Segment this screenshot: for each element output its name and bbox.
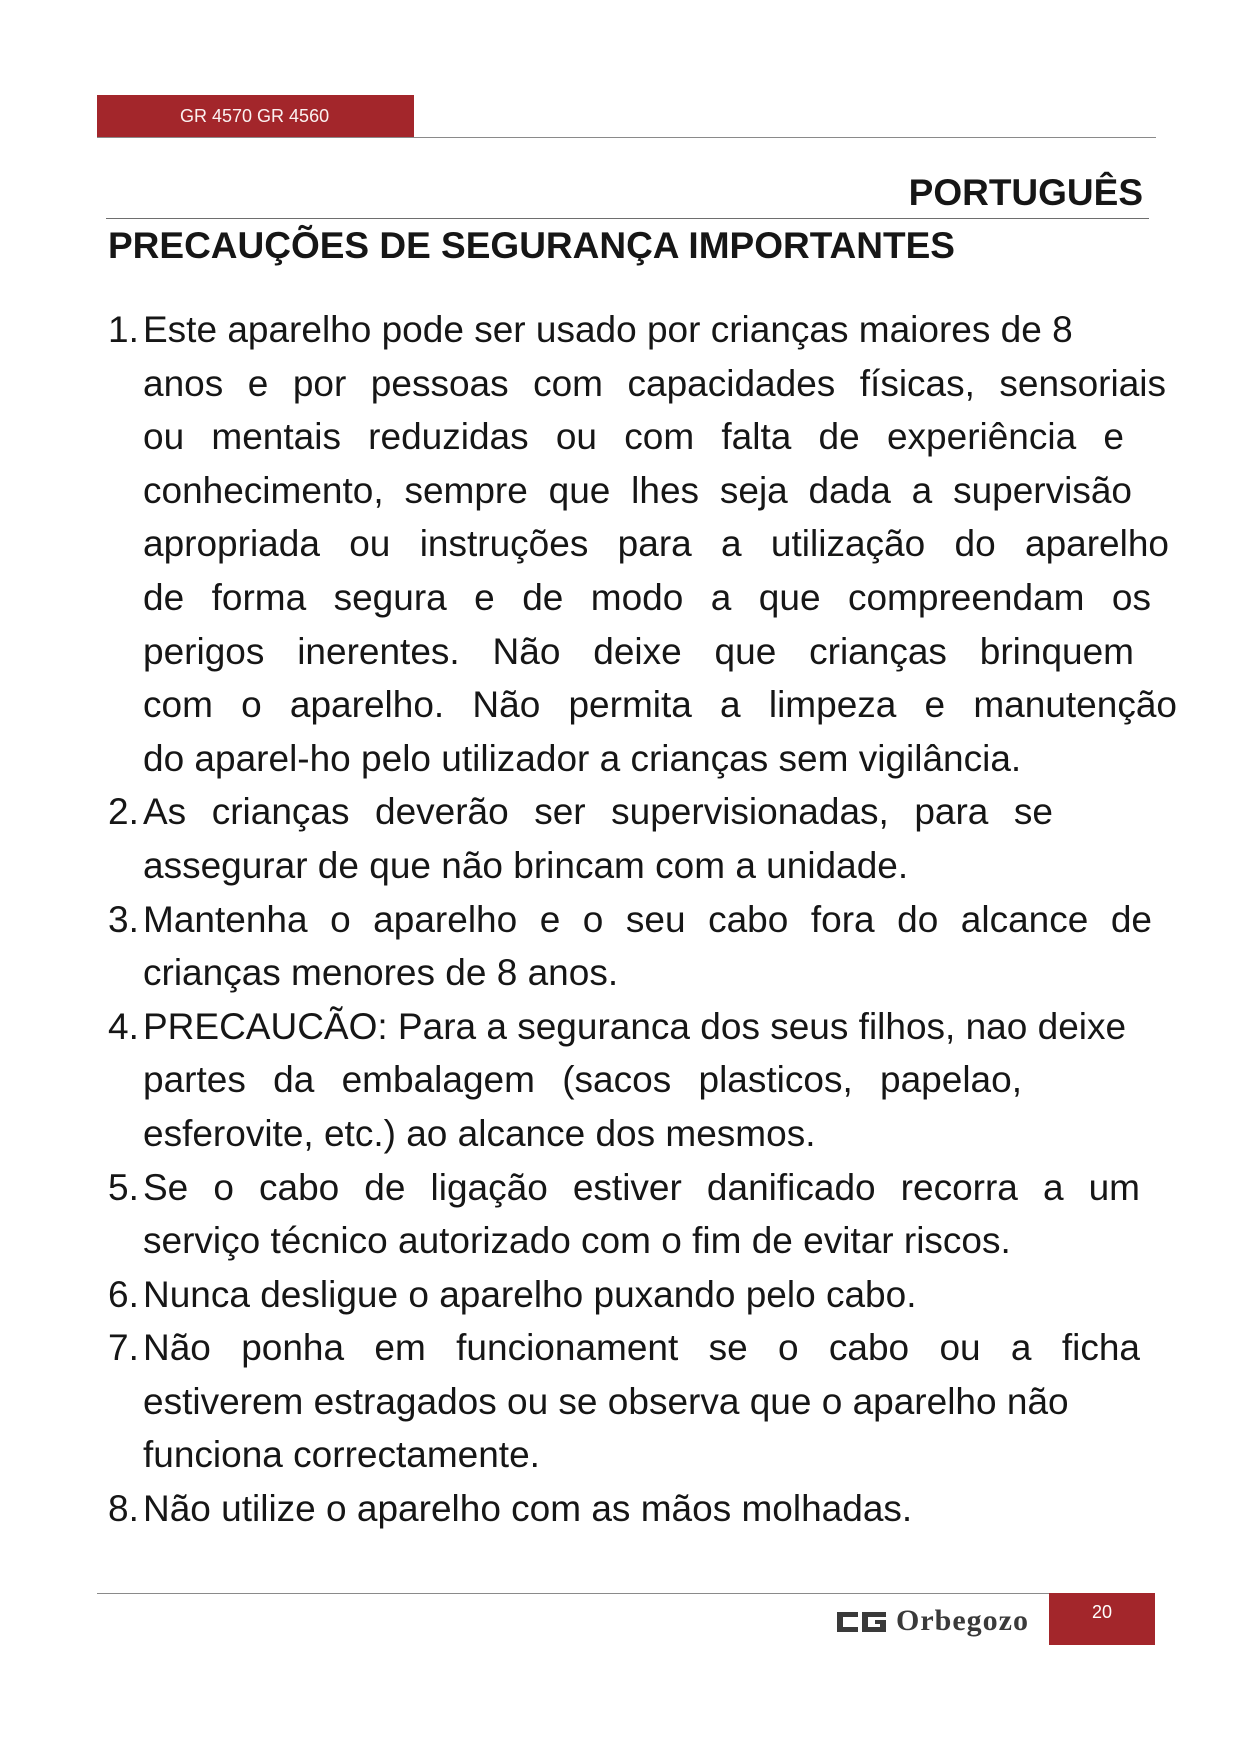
item-number: 7. (108, 1327, 139, 1369)
page-number: 20 (1091, 1602, 1113, 1622)
item-line: apropriada ou instruções para a utilização do aparelho (143, 523, 1169, 565)
item-line: de forma segura e de modo a que compreendam os (143, 576, 1151, 618)
item-line: PRECAUCÃO: Para a seguranca dos seus filhos, nao deixe (143, 1005, 1127, 1047)
brand-logo: Orbegozo (896, 1604, 1029, 1637)
item-text (143, 1482, 912, 1536)
item-line: As crianças deverão ser supervisionadas, para se (143, 791, 1053, 833)
item-number: 1. (108, 309, 139, 350)
item-line: Não ponha em funcionament se o cabo ou a ficha (143, 1327, 1140, 1369)
list-item (108, 1161, 1177, 1268)
list-item (108, 893, 1177, 1000)
item-text (143, 1268, 916, 1322)
list-item (108, 1000, 1177, 1161)
item-number: 8. (108, 1488, 139, 1530)
item-line: Nunca desligue o aparelho puxando pelo cabo. (143, 1273, 917, 1315)
item-line: esferovite, etc.) ao alcance dos mesmos. (143, 1112, 816, 1154)
item-line: Se o cabo de ligação estiver danificado recorra a um (143, 1166, 1140, 1208)
page-number-box (1049, 1593, 1155, 1645)
item-line: Este aparelho pode ser usado por crianças maiores de 8 (143, 309, 1073, 350)
brand-logo-icon (837, 1610, 887, 1634)
model-header-bar (97, 95, 414, 138)
item-line: estiverem estragados ou se observa que o aparelho não (143, 1380, 1069, 1422)
language-heading: PORTUGUÊS (908, 172, 1143, 213)
item-number: 3. (108, 898, 139, 940)
item-number: 4. (108, 1005, 139, 1047)
item-line: com o aparelho. Não permita a limpeza e manutenção (143, 684, 1177, 726)
item-line: perigos inerentes. Não deixe que crianças brinquem (143, 630, 1134, 672)
item-text (143, 1000, 1126, 1161)
item-line: crianças menores de 8 anos. (143, 952, 619, 994)
item-line: do aparel-ho pelo utilizador a crianças sem vigilância. (143, 737, 1022, 779)
list-item (108, 785, 1177, 892)
item-text (143, 785, 1053, 892)
item-number: 5. (108, 1166, 139, 1208)
item-line: anos e por pessoas com capacidades físicas, sensoriais (143, 362, 1166, 404)
item-number: 6. (108, 1273, 139, 1315)
item-text (143, 1321, 1140, 1482)
footer-divider (97, 1593, 1049, 1594)
item-number: 2. (108, 791, 139, 833)
model-number: GR 4570 GR 4560 (180, 106, 330, 126)
item-line: serviço técnico autorizado com o fim de evitar riscos. (143, 1220, 1011, 1262)
item-line: ou mentais reduzidas ou com falta de experiência e (143, 416, 1124, 458)
item-line: funciona correctamente. (143, 1434, 540, 1476)
item-line: Não utilize o aparelho com as mãos molhadas. (143, 1488, 913, 1530)
list-item (108, 1268, 1177, 1322)
item-line: conhecimento, sempre que lhes seja dada a supervisão (143, 469, 1132, 511)
item-line: Mantenha o aparelho e o seu cabo fora do alcance de (143, 898, 1152, 940)
item-line: partes da embalagem (sacos plasticos, papelao, (143, 1059, 1022, 1101)
item-text (143, 303, 1177, 785)
header-divider (97, 137, 1156, 138)
page-title: PRECAUÇÕES DE SEGURANÇA IMPORTANTES (108, 225, 955, 266)
list-item (108, 1321, 1177, 1482)
item-text (143, 893, 1152, 1000)
precautions-list (108, 303, 1177, 1536)
item-text (143, 1161, 1140, 1268)
list-item (108, 303, 1177, 785)
item-line: assegurar de que não brincam com a unidade. (143, 844, 909, 886)
list-item (108, 1482, 1177, 1536)
language-divider (106, 218, 1149, 219)
